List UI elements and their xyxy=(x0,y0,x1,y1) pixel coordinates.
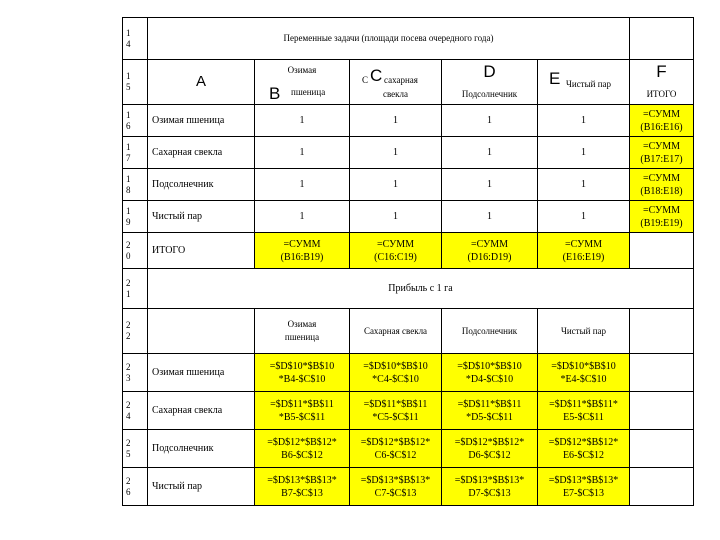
formula-cell[interactable]: =$D$13*$B$13* B7-$C$13 xyxy=(255,468,350,506)
sum-cell[interactable]: =СУММ (B18:E18) xyxy=(630,169,694,201)
formula-cell[interactable]: =$D$13*$B$13* C7-$C$13 xyxy=(350,468,442,506)
table-row xyxy=(123,430,694,468)
formula-cell[interactable]: =$D$11*$B$11 *D5-$C$11 xyxy=(442,392,538,430)
cell[interactable]: 1 xyxy=(442,169,538,201)
sum-cell[interactable]: =СУММ (B16:E16) xyxy=(630,105,694,137)
row-number: 2 4 xyxy=(123,392,148,430)
row-number: 1 4 xyxy=(123,18,148,60)
row-number: 2 3 xyxy=(123,354,148,392)
column-header: Озимая пшеница xyxy=(255,309,350,354)
sum-cell[interactable]: =СУММ (C16:C19) xyxy=(350,233,442,269)
cell[interactable]: 1 xyxy=(538,105,630,137)
table-row xyxy=(123,392,694,430)
cell[interactable]: 1 xyxy=(442,137,538,169)
row-number: 2 1 xyxy=(123,269,148,309)
formula-cell[interactable]: =$D$13*$B$13* E7-$C$13 xyxy=(538,468,630,506)
formula-cell[interactable]: =$D$11*$B$11 *C5-$C$11 xyxy=(350,392,442,430)
row-21 xyxy=(123,269,694,309)
cell[interactable]: 1 xyxy=(255,169,350,201)
table-row xyxy=(123,201,694,233)
empty-cell xyxy=(630,468,694,506)
cell[interactable]: 1 xyxy=(255,201,350,233)
cell[interactable]: 1 xyxy=(538,201,630,233)
row-label: Озимая пшеница xyxy=(148,354,255,392)
row-number: 1 8 xyxy=(123,169,148,201)
formula-cell[interactable]: =$D$11*$B$11* E5-$C$11 xyxy=(538,392,630,430)
row-number: 2 5 xyxy=(123,430,148,468)
cell[interactable]: 1 xyxy=(255,137,350,169)
formula-cell[interactable]: =$D$13*$B$13* D7-$C$13 xyxy=(442,468,538,506)
row-number: 1 5 xyxy=(123,60,148,105)
row-14 xyxy=(123,18,694,60)
table-row xyxy=(123,468,694,506)
table-row xyxy=(123,137,694,169)
formula-cell[interactable]: =$D$10*$B$10 *E4-$C$10 xyxy=(538,354,630,392)
empty-cell xyxy=(630,430,694,468)
formula-cell[interactable]: =$D$10*$B$10 *D4-$C$10 xyxy=(442,354,538,392)
sum-cell[interactable]: =СУММ (D16:D19) xyxy=(442,233,538,269)
section-title-profit: Прибыль с 1 га xyxy=(148,269,694,309)
row-label: Подсолнечник xyxy=(148,169,255,201)
row-number: 1 6 xyxy=(123,105,148,137)
column-header: Сахарная свекла xyxy=(350,309,442,354)
cell[interactable]: 1 xyxy=(350,105,442,137)
column-e-header: E Чистый пар xyxy=(538,60,630,105)
empty-cell xyxy=(630,354,694,392)
row-label: Подсолнечник xyxy=(148,430,255,468)
row-label: ИТОГО xyxy=(148,233,255,269)
table-row xyxy=(123,354,694,392)
row-22 xyxy=(123,309,694,354)
cell[interactable]: 1 xyxy=(538,137,630,169)
row-number: 1 9 xyxy=(123,201,148,233)
cell[interactable]: 1 xyxy=(538,169,630,201)
spreadsheet-table xyxy=(122,17,694,506)
empty-cell xyxy=(148,309,255,354)
table-row-total xyxy=(123,233,694,269)
column-c-header: С C сахарная свекла xyxy=(350,60,442,105)
sum-cell[interactable]: =СУММ (B16:B19) xyxy=(255,233,350,269)
formula-cell[interactable]: =$D$10*$B$10 *B4-$C$10 xyxy=(255,354,350,392)
row-label: Чистый пар xyxy=(148,201,255,233)
formula-cell[interactable]: =$D$10*$B$10 *C4-$C$10 xyxy=(350,354,442,392)
row-number: 1 7 xyxy=(123,137,148,169)
column-header: Чистый пар xyxy=(538,309,630,354)
row-number: 2 2 xyxy=(123,309,148,354)
formula-cell[interactable]: =$D$12*$B$12* B6-$C$12 xyxy=(255,430,350,468)
empty-cell xyxy=(630,233,694,269)
empty-cell xyxy=(630,309,694,354)
formula-cell[interactable]: =$D$11*$B$11 *B5-$C$11 xyxy=(255,392,350,430)
empty-cell xyxy=(630,18,694,60)
cell[interactable]: 1 xyxy=(442,201,538,233)
column-header: Подсолнечник xyxy=(442,309,538,354)
cell[interactable]: 1 xyxy=(442,105,538,137)
sum-cell[interactable]: =СУММ (B19:E19) xyxy=(630,201,694,233)
formula-cell[interactable]: =$D$12*$B$12* D6-$C$12 xyxy=(442,430,538,468)
formula-cell[interactable]: =$D$12*$B$12* E6-$C$12 xyxy=(538,430,630,468)
row-label: Сахарная свекла xyxy=(148,392,255,430)
empty-cell xyxy=(630,392,694,430)
row-15 xyxy=(123,60,694,105)
sum-cell[interactable]: =СУММ (B17:E17) xyxy=(630,137,694,169)
row-label: Чистый пар xyxy=(148,468,255,506)
column-a-header: A xyxy=(148,60,255,105)
column-f-header: F ИТОГО xyxy=(630,60,694,105)
row-label: Сахарная свекла xyxy=(148,137,255,169)
column-b-header: Озимая B пшеница xyxy=(255,60,350,105)
column-d-header: D Подсолнечник xyxy=(442,60,538,105)
cell[interactable]: 1 xyxy=(350,137,442,169)
row-number: 2 0 xyxy=(123,233,148,269)
table-row xyxy=(123,105,694,137)
row-number: 2 6 xyxy=(123,468,148,506)
cell[interactable]: 1 xyxy=(350,201,442,233)
section-title-variables: Переменные задачи (площади посева очередного года) xyxy=(148,18,630,60)
sum-cell[interactable]: =СУММ (E16:E19) xyxy=(538,233,630,269)
cell[interactable]: 1 xyxy=(255,105,350,137)
formula-cell[interactable]: =$D$12*$B$12* C6-$C$12 xyxy=(350,430,442,468)
cell[interactable]: 1 xyxy=(350,169,442,201)
row-label: Озимая пшеница xyxy=(148,105,255,137)
table-row xyxy=(123,169,694,201)
